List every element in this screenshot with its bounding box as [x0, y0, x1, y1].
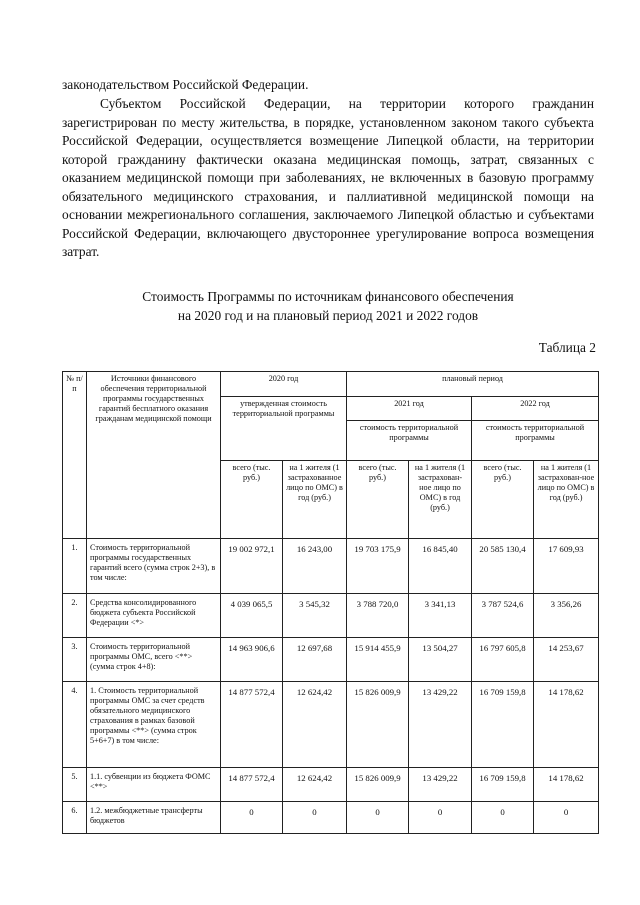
cell-value: 12 624,42 — [283, 682, 347, 768]
cell-value: 13 429,22 — [409, 768, 472, 802]
table-row — [63, 802, 599, 834]
header-per-resident-2022: на 1 жителя (1 застрахован-ное лицо по ОМС) в год (руб.) — [534, 461, 599, 539]
cell-value: 13 504,27 — [409, 638, 472, 682]
cell-value: 4 039 065,5 — [221, 594, 283, 638]
financing-table — [62, 371, 599, 834]
cell-value: 0 — [534, 802, 599, 834]
table-title-line-1: Стоимость Программы по источникам финансового обеспечения — [142, 289, 514, 304]
header-planned-period: плановый период — [347, 372, 599, 397]
cell-value: 14 178,62 — [534, 682, 599, 768]
cell-value: 20 585 130,4 — [472, 539, 534, 594]
row-num: 3. — [63, 638, 87, 682]
table-row — [63, 539, 599, 594]
cell-value: 0 — [221, 802, 283, 834]
cell-value: 0 — [409, 802, 472, 834]
table-row — [63, 594, 599, 638]
header-total-2020: всего (тыс. руб.) — [221, 461, 283, 539]
row-num: 5. — [63, 768, 87, 802]
cell-value: 12 624,42 — [283, 768, 347, 802]
row-num: 6. — [63, 802, 87, 834]
header-2021: 2021 год — [347, 397, 472, 421]
cell-value: 15 914 455,9 — [347, 638, 409, 682]
header-num: № п/п — [63, 372, 87, 539]
header-2020: 2020 год — [221, 372, 347, 397]
cell-value: 3 356,26 — [534, 594, 599, 638]
cell-value: 19 703 175,9 — [347, 539, 409, 594]
cell-value: 14 963 906,6 — [221, 638, 283, 682]
cell-value: 3 787 524,6 — [472, 594, 534, 638]
cell-value: 14 178,62 — [534, 768, 599, 802]
table-number-label: Таблица 2 — [538, 340, 596, 355]
header-2022: 2022 год — [472, 397, 599, 421]
header-per-resident-2021: на 1 жителя (1 застрахован-ное лицо по ОМС) в год (руб.) — [409, 461, 472, 539]
cell-value: 3 788 720,0 — [347, 594, 409, 638]
cell-value: 14 253,67 — [534, 638, 599, 682]
table-row — [63, 768, 599, 802]
header-cost-2021: стоимость территориальной программы — [347, 421, 472, 461]
table-row — [63, 638, 599, 682]
header-total-2021: всего (тыс. руб.) — [347, 461, 409, 539]
row-name: Средства консолидированного бюджета субъекта Российской Федерации <*> — [87, 594, 221, 638]
cell-value: 16 845,40 — [409, 539, 472, 594]
cell-value: 12 697,68 — [283, 638, 347, 682]
cell-value: 0 — [347, 802, 409, 834]
table-title-line-2: на 2020 год и на плановый период 2021 и 2022 годов — [177, 308, 479, 323]
paragraph-continuation: законодательством Российской Федерации. — [62, 77, 309, 92]
table-title — [62, 287, 594, 325]
row-name: Стоимость территориальной программы ОМС, всего <**> (сумма строк 4+8): — [87, 638, 221, 682]
row-name: Стоимость территориальной программы государственных гарантий всего (сумма строк 2+3), в том числе: — [87, 539, 221, 594]
row-name: 1. Стоимость территориальной программы ОМС за счет средств обязательного медицинского страхования в рамках базовой программы <**> (сумма строк 5+6+7) в том числе: — [87, 682, 221, 768]
table-row — [63, 682, 599, 768]
header-cost-2022: стоимость территориальной программы — [472, 421, 599, 461]
row-num: 1. — [63, 539, 87, 594]
row-name: 1.2. межбюджетные трансферты бюджетов — [87, 802, 221, 834]
cell-value: 14 877 572,4 — [221, 682, 283, 768]
header-per-resident-2020: на 1 жителя (1 застрахованное лицо по ОМС) в год (руб.) — [283, 461, 347, 539]
cell-value: 13 429,22 — [409, 682, 472, 768]
row-name: 1.1. субвенции из бюджета ФОМС <**> — [87, 768, 221, 802]
cell-value: 3 341,13 — [409, 594, 472, 638]
cell-value: 15 826 009,9 — [347, 768, 409, 802]
paragraph-reimbursement: Субъектом Российской Федерации, на территории которого гражданин зарегистрирован по месту жительства, в порядке, установленном законом такого субъекта Российской Федерации, осуществляется возмещение Липецкой области, на территории которой гражданину фактически оказана медицинская помощь, затрат, связанных с оказанием медицинской помощи при заболеваниях, не включенных в базовую программу обязательного медицинского страхования, и паллиативной медицинской помощи на основании межрегионального соглашения, заключаемого Липецкой областью и субъектами Российской Федерации, включающего двустороннее урегулирование вопроса возмещения затрат. — [62, 96, 594, 259]
header-source: Источники финансового обеспечения территориальной программы государственных гарантий бесплатного оказания гражданам медицинской помощи — [87, 372, 221, 539]
cell-value: 14 877 572,4 — [221, 768, 283, 802]
cell-value: 16 709 159,8 — [472, 682, 534, 768]
cell-value: 3 545,32 — [283, 594, 347, 638]
cell-value: 19 002 972,1 — [221, 539, 283, 594]
cell-value: 0 — [472, 802, 534, 834]
cell-value: 16 797 605,8 — [472, 638, 534, 682]
header-approved-cost: утвержденная стоимость территориальной программы — [221, 397, 347, 461]
cell-value: 15 826 009,9 — [347, 682, 409, 768]
cell-value: 17 609,93 — [534, 539, 599, 594]
row-num: 2. — [63, 594, 87, 638]
cell-value: 16 709 159,8 — [472, 768, 534, 802]
row-num: 4. — [63, 682, 87, 768]
cell-value: 16 243,00 — [283, 539, 347, 594]
cell-value: 0 — [283, 802, 347, 834]
header-total-2022: всего (тыс. руб.) — [472, 461, 534, 539]
